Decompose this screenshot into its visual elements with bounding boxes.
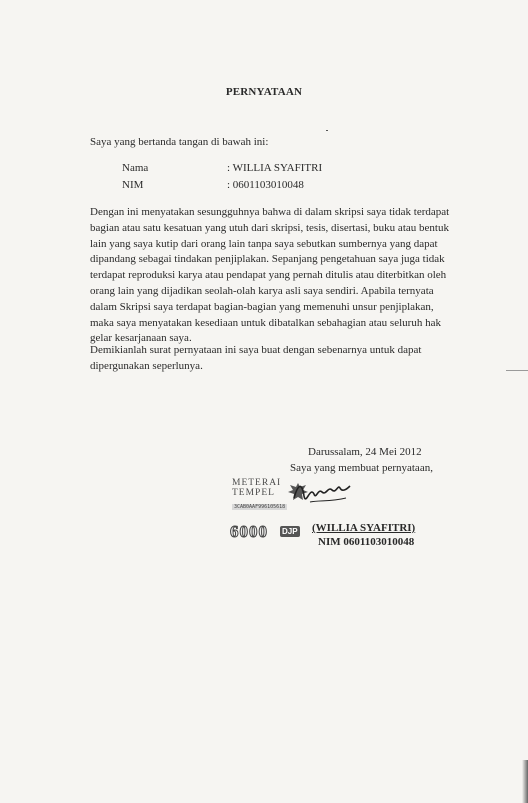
scan-edge-shadow: [522, 760, 528, 803]
stamp-badge: DJP: [282, 527, 298, 536]
stamp-title: [232, 478, 281, 498]
paragraph-line: gelar kesarjanaan saya.: [90, 332, 192, 345]
signatory-name: (WILLIA SYAFITRI): [312, 522, 416, 534]
paragraph-line: bagian atau satu kesatuan yang utuh dari skripsi, tesis, disertasi, buku atau bentuk: [90, 221, 449, 234]
paragraph-line: Demikianlah surat pernyataan ini saya buat dengan sebenarnya untuk dapat: [90, 344, 422, 356]
scan-artifact-line: [506, 370, 528, 371]
stamp-serial: 3CAB0AAF996105618: [234, 504, 286, 510]
paragraph-line: terdapat reproduksi karya atau pendapat yang pernah ditulis atau diterbitkan oleh: [90, 269, 447, 282]
identity-value: : 0601103010048: [227, 179, 304, 191]
paragraph-line: dalam Skripsi saya terdapat bagian-bagian yang memenuhi unsur penjiplakan,: [90, 300, 434, 313]
identity-row-name: [122, 160, 322, 177]
date-place: Darussalam, 24 Mei 2012: [308, 446, 422, 458]
identity-row-nim: [122, 177, 322, 194]
paragraph-line: dipandang sebagai tindakan penjiplakan. Sepanjang pengetahuan saya juga tidak: [90, 253, 445, 266]
closing-paragraph: [90, 343, 474, 375]
identity-value: : WILLIA SYAFITRI: [227, 162, 323, 174]
stamp-value: 6000: [230, 522, 268, 541]
paragraph-line: Dengan ini menyatakan sesungguhnya bahwa di dalam skripsi saya tidak terdapat: [90, 206, 450, 218]
handwritten-signature: [290, 476, 352, 512]
paragraph-line: dipergunakan seperlunya.: [90, 359, 203, 372]
paragraph-line: lain yang saya kutip dari orang lain tanpa saya sebutkan sumbernya yang dapat: [90, 237, 438, 250]
paragraph-line: orang lain yang dijadikan seolah-olah karya asli saya sendiri. Apabila ternyata: [90, 284, 434, 297]
stamp-title-line: METERAI: [232, 478, 282, 488]
paragraph-line: maka saya menyatakan kesediaan untuk dibatalkan sebahagian atau seluruh hak: [90, 316, 441, 329]
stamp-title-line: TEMPEL: [232, 488, 275, 498]
identity-label: NIM: [122, 179, 144, 191]
signer-line: Saya yang membuat pernyataan,: [290, 462, 433, 474]
intro-text: Saya yang bertanda tangan di bawah ini:: [90, 136, 269, 148]
identity-label: Nama: [122, 162, 149, 174]
statement-paragraph: [90, 205, 474, 347]
signatory-nim: NIM 0601103010048: [318, 536, 415, 548]
scan-speck: [326, 130, 328, 131]
identity-table: [122, 160, 322, 194]
document-title: PERNYATAAN: [225, 86, 303, 98]
